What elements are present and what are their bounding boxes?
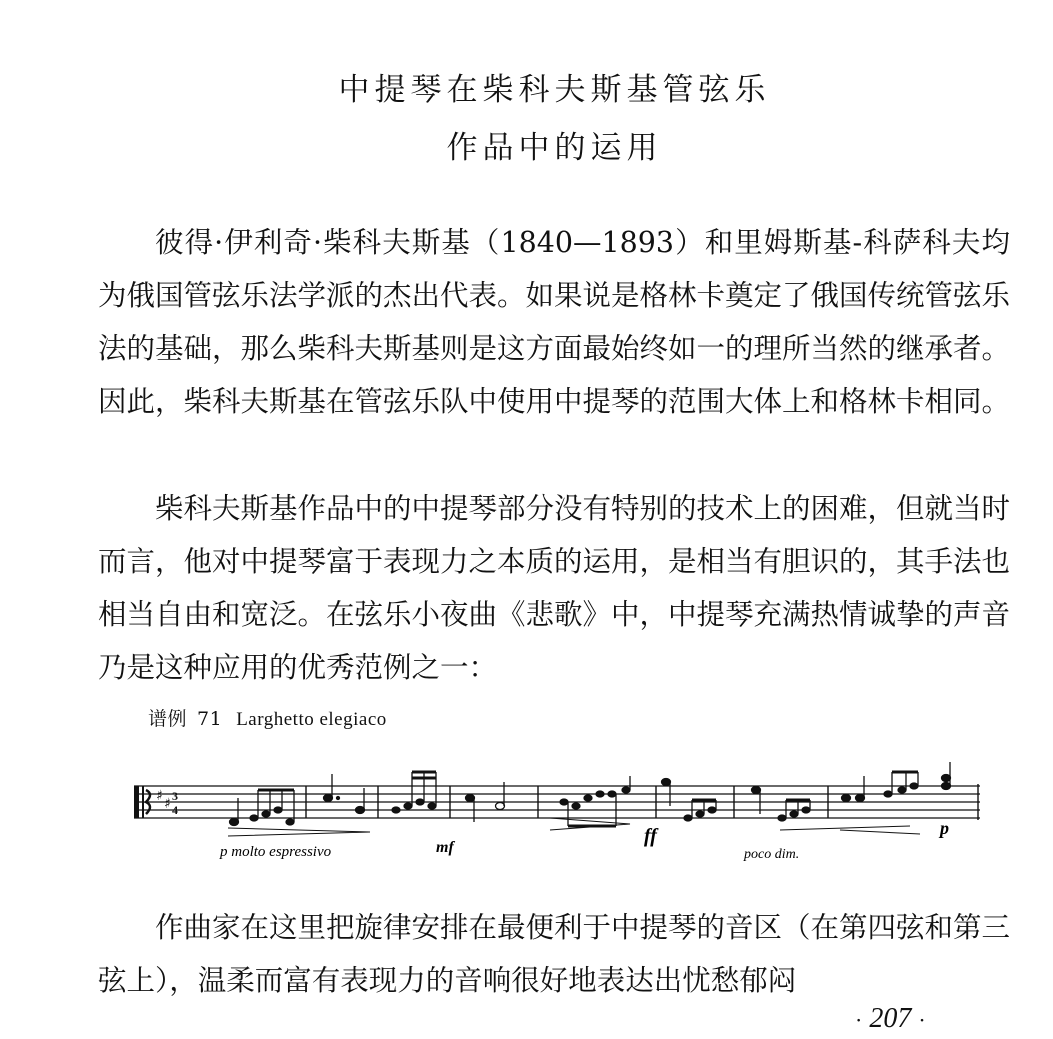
svg-text:♯: ♯: [156, 788, 163, 804]
dynamic-p-molto-espressivo: p molto espressivo: [220, 844, 332, 860]
example-number: 71: [197, 708, 223, 730]
example-label: 谱例: [148, 708, 188, 730]
dynamic-mf: mf: [436, 839, 454, 856]
music-score: [120, 748, 990, 868]
svg-text:4: 4: [172, 803, 178, 817]
page-number: · 207 ·: [855, 1003, 926, 1034]
chapter-title-line-2: 作品中的运用: [446, 130, 663, 166]
paragraph-2: 柴科夫斯基作品中的中提琴部分没有特别的技术上的困难，但就当时而言，他对中提琴富于表现力之本质的运用，是相当有胆识的，其手法也相当自由和宽泛。在弦乐小夜曲《悲歌》中，中提琴充满热情诚挚的声音乃是这种应用的优秀范例之一：: [98, 492, 1011, 684]
example-tempo: Larghetto elegiaco: [236, 709, 387, 730]
dynamic-p-end: p: [940, 818, 949, 838]
dynamic-poco-dim: poco dim.: [744, 847, 800, 862]
example-caption: [148, 704, 387, 731]
chapter-title-line-1: 中提琴在柴科夫斯基管弦乐: [338, 72, 771, 108]
dynamic-ff: ff: [644, 825, 657, 847]
paragraph-3: 作曲家在这里把旋律安排在最便利于中提琴的音区（在第四弦和第三弦上），温柔而富有表现力的音响很好地表达出忧愁郁闷: [98, 911, 1011, 997]
paragraph-1: 彼得·伊利奇·柴科夫斯基（1840—1893）和里姆斯基-科萨科夫均为俄国管弦乐法学派的杰出代表。如果说是格林卡奠定了俄国传统管弦乐法的基础，那么柴科夫斯基则是这方面最始终如一的理所当然的继承者。因此，柴科夫斯基在管弦乐队中使用中提琴的范围大体上和格林卡相同。: [98, 226, 1011, 418]
svg-text:3: 3: [172, 789, 178, 803]
page-number-value: 207: [869, 1003, 912, 1034]
svg-text:♯: ♯: [164, 796, 171, 812]
